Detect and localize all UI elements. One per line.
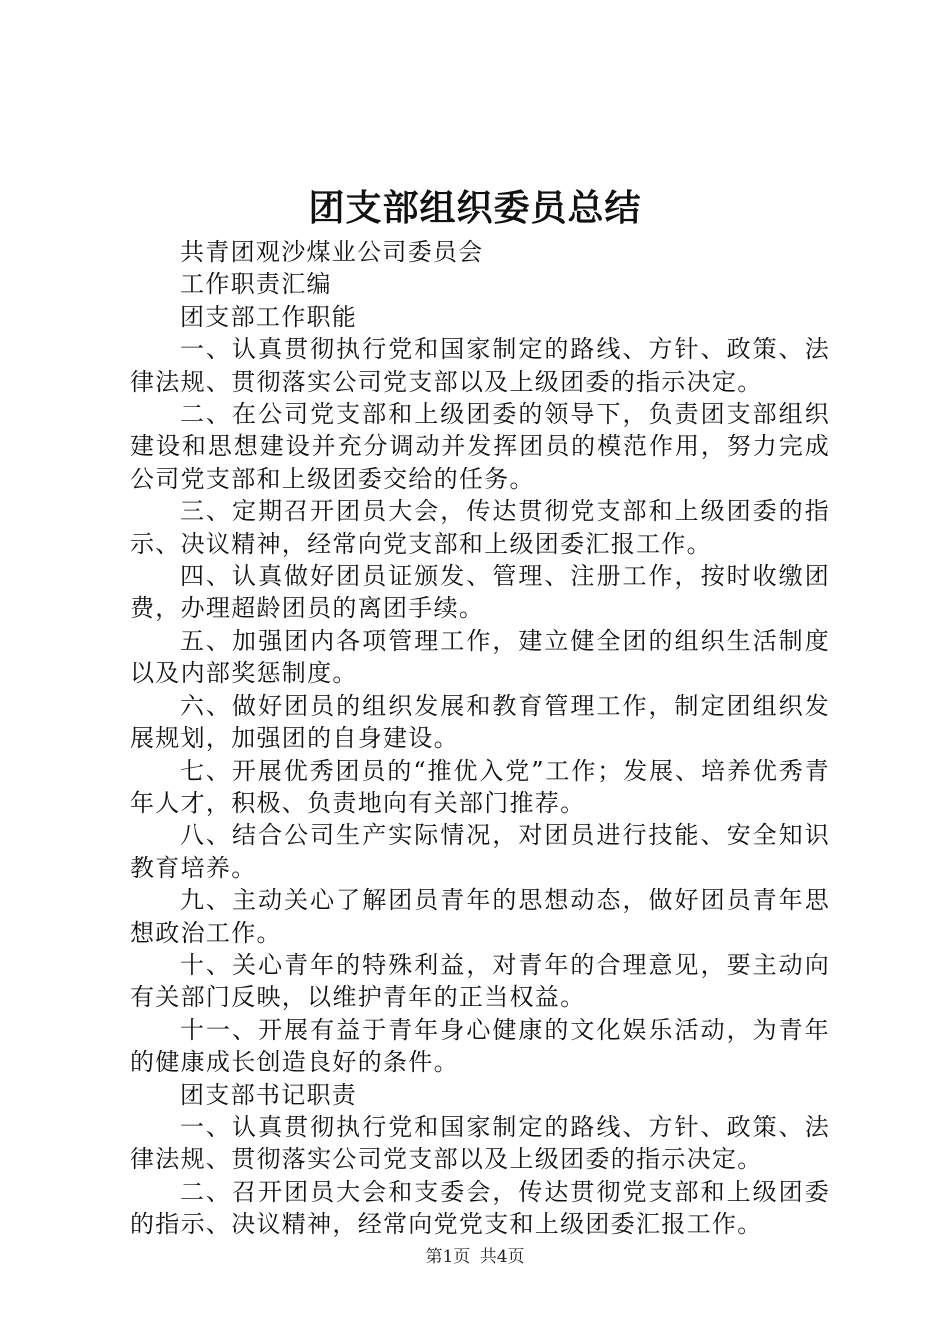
page-total: 共4页 — [479, 1247, 525, 1267]
paragraph-org-name: 共青团观沙煤业公司委员会 — [180, 238, 484, 266]
paragraph-item: 六、做好团员的组织发展和教育管理工作，制定团组织发展规划，加强团的自身建设。 — [130, 691, 830, 753]
document-title: 团支部组织委员总结 — [308, 187, 642, 229]
paragraph-item: 八、结合公司生产实际情况，对团员进行技能、安全知识教育培养。 — [130, 821, 830, 882]
document-body — [130, 236, 830, 1241]
paragraph-item: 二、在公司党支部和上级团委的领导下，负责团支部组织建设和思想建设并充分调动并发挥团员的模范作用，努力完成公司党支部和上级团委交给的任务。 — [130, 400, 830, 493]
paragraph-item: 十、关心青年的特殊利益，对青年的合理意见，要主动向有关部门反映，以维护青年的正当权益。 — [130, 950, 830, 1012]
paragraph-item: 九、主动关心了解团员青年的思想动态，做好团员青年思想政治工作。 — [130, 886, 830, 947]
paragraph-item: 七、开展优秀团员的“推优入党”工作；发展、培养优秀青年人才，积极、负责地向有关部门推荐。 — [130, 756, 830, 817]
page-number: 第1页 — [425, 1247, 471, 1267]
paragraph-item: 四、认真做好团员证颁发、管理、注册工作，按时收缴团费，办理超龄团员的离团手续。 — [130, 562, 830, 623]
paragraph-compilation-title: 工作职责汇编 — [180, 270, 332, 299]
section-heading-secretary-duties: 团支部书记职责 — [180, 1080, 358, 1109]
paragraph-item: 三、定期召开团员大会，传达贯彻党支部和上级团委的指示、决议精神，经常向党支部和上级团委汇报工作。 — [130, 497, 830, 558]
page-footer — [0, 1246, 950, 1268]
section-heading-branch-functions: 团支部工作职能 — [180, 302, 358, 331]
paragraph-item: 十一、开展有益于青年身心健康的文化娱乐活动，为青年的健康成长创造良好的条件。 — [130, 1015, 830, 1077]
paragraph-item: 一、认真贯彻执行党和国家制定的路线、方针、政策、法律法规、贯彻落实公司党支部以及上级团委的指示决定。 — [130, 1112, 830, 1174]
paragraph-item: 二、召开团员大会和支委会，传达贯彻党支部和上级团委的指示、决议精神，经常向党党支和上级团委汇报工作。 — [130, 1177, 830, 1239]
paragraph-item: 五、加强团内各项管理工作，建立健全团的组织生活制度以及内部奖惩制度。 — [130, 626, 830, 688]
paragraph-item: 一、认真贯彻执行党和国家制定的路线、方针、政策、法律法规、贯彻落实公司党支部以及上级团委的指示决定。 — [130, 335, 830, 396]
